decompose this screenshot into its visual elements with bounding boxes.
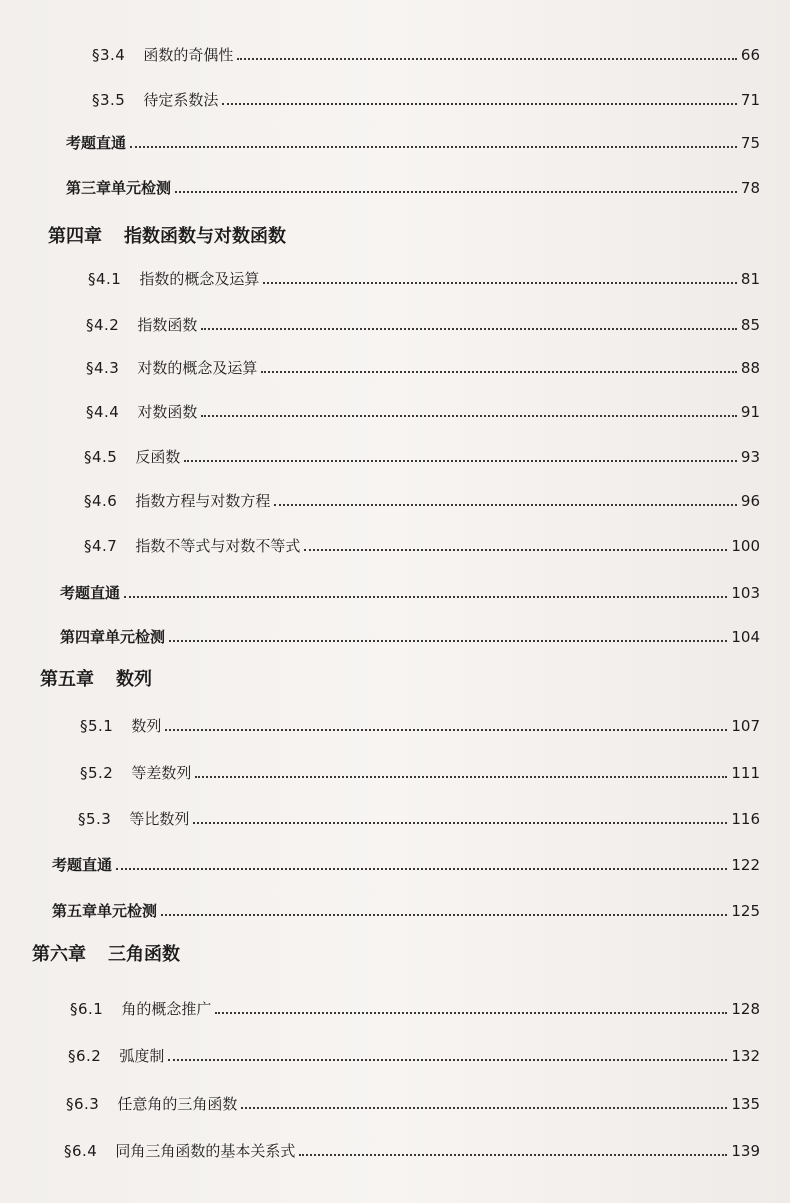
dot-leader <box>263 282 737 284</box>
section-number: §6.4 <box>64 1142 98 1160</box>
toc-entry[interactable] <box>86 401 760 423</box>
review-title: 考题直通 <box>52 856 113 874</box>
toc-entry[interactable] <box>70 998 760 1020</box>
page-number: 78 <box>740 179 760 197</box>
page-number: 100 <box>731 537 760 555</box>
toc-entry[interactable] <box>92 44 760 66</box>
toc-entry[interactable] <box>80 762 760 784</box>
section-title: 等差数列 <box>131 764 192 782</box>
chapter-title: 指数函数与对数函数 <box>124 226 286 247</box>
section-title: 函数的奇偶性 <box>143 46 234 64</box>
toc-entry[interactable] <box>84 446 760 468</box>
toc-entry[interactable] <box>52 854 760 876</box>
section-number: §3.4 <box>92 46 126 64</box>
page-number: 93 <box>740 448 760 466</box>
dot-leader <box>175 191 737 193</box>
dot-leader <box>193 822 727 824</box>
chapter-number: 第四章 <box>48 226 102 247</box>
section-title: 弧度制 <box>119 1047 165 1065</box>
toc-entry[interactable] <box>80 715 760 737</box>
review-title: 第四章单元检测 <box>60 628 166 646</box>
toc-entry[interactable] <box>88 268 760 290</box>
section-number: §6.2 <box>68 1047 102 1065</box>
section-title: 待定系数法 <box>143 91 219 109</box>
dot-leader <box>161 914 727 916</box>
review-title: 第三章单元检测 <box>66 179 172 197</box>
dot-leader <box>201 415 737 417</box>
section-title: 任意角的三角函数 <box>117 1095 238 1113</box>
toc-entry[interactable] <box>52 900 760 922</box>
dot-leader <box>304 549 727 551</box>
section-title: 指数方程与对数方程 <box>135 492 271 510</box>
section-title: 数列 <box>131 717 162 735</box>
chapter-heading[interactable] <box>32 940 180 966</box>
section-number: §4.2 <box>86 316 120 334</box>
page-number: 132 <box>731 1047 760 1065</box>
section-title: 对数函数 <box>137 403 198 421</box>
dot-leader <box>241 1107 727 1109</box>
section-number: §5.1 <box>80 717 114 735</box>
toc-entry[interactable] <box>66 1093 760 1115</box>
page-number: 122 <box>731 856 760 874</box>
page-number: 111 <box>731 764 760 782</box>
dot-leader <box>222 103 737 105</box>
page-number: 75 <box>740 134 760 152</box>
chapter-title: 数列 <box>116 669 152 690</box>
dot-leader <box>165 729 727 731</box>
toc-entry[interactable] <box>66 132 760 154</box>
toc-entry[interactable] <box>64 1140 760 1162</box>
page-number: 91 <box>740 403 760 421</box>
chapter-number: 第六章 <box>32 944 86 965</box>
section-title: 角的概念推广 <box>121 1000 212 1018</box>
toc-entry[interactable] <box>84 535 760 557</box>
toc-entry[interactable] <box>66 177 760 199</box>
page-number: 139 <box>731 1142 760 1160</box>
chapter-title: 三角函数 <box>108 944 180 965</box>
section-number: §4.4 <box>86 403 120 421</box>
page-number: 135 <box>731 1095 760 1113</box>
section-number: §4.7 <box>84 537 118 555</box>
toc-entry[interactable] <box>86 314 760 336</box>
dot-leader <box>215 1012 727 1014</box>
page-number: 96 <box>740 492 760 510</box>
page-number: 104 <box>731 628 760 646</box>
page-number: 107 <box>731 717 760 735</box>
section-number: §4.5 <box>84 448 118 466</box>
dot-leader <box>168 1059 727 1061</box>
page-number: 88 <box>740 359 760 377</box>
toc-entry[interactable] <box>68 1045 760 1067</box>
section-number: §6.1 <box>70 1000 104 1018</box>
section-title: 等比数列 <box>129 810 190 828</box>
chapter-heading[interactable] <box>48 222 286 248</box>
page-number: 125 <box>731 902 760 920</box>
section-title: 指数函数 <box>137 316 198 334</box>
dot-leader <box>274 504 737 506</box>
toc-entry[interactable] <box>84 490 760 512</box>
section-title: 同角三角函数的基本关系式 <box>115 1142 296 1160</box>
dot-leader <box>130 146 737 148</box>
page-number: 71 <box>740 91 760 109</box>
dot-leader <box>201 328 737 330</box>
page-number: 128 <box>731 1000 760 1018</box>
page-number: 85 <box>740 316 760 334</box>
section-title: 对数的概念及运算 <box>137 359 258 377</box>
toc-entry[interactable] <box>60 582 760 604</box>
section-number: §5.2 <box>80 764 114 782</box>
section-number: §4.1 <box>88 270 122 288</box>
section-title: 反函数 <box>135 448 181 466</box>
toc-entry[interactable] <box>60 626 760 648</box>
review-title: 考题直通 <box>60 584 121 602</box>
dot-leader <box>116 868 727 870</box>
dot-leader <box>237 58 737 60</box>
section-number: §4.3 <box>86 359 120 377</box>
section-number: §6.3 <box>66 1095 100 1113</box>
section-number: §4.6 <box>84 492 118 510</box>
page-number: 116 <box>731 810 760 828</box>
section-title: 指数的概念及运算 <box>139 270 260 288</box>
section-number: §5.3 <box>78 810 112 828</box>
dot-leader <box>299 1154 727 1156</box>
page-number: 81 <box>740 270 760 288</box>
review-title: 考题直通 <box>66 134 127 152</box>
section-title: 指数不等式与对数不等式 <box>135 537 301 555</box>
review-title: 第五章单元检测 <box>52 902 158 920</box>
chapter-number: 第五章 <box>40 669 94 690</box>
dot-leader <box>195 776 727 778</box>
page-number: 103 <box>731 584 760 602</box>
toc-entry[interactable] <box>78 808 760 830</box>
dot-leader <box>184 460 737 462</box>
section-number: §3.5 <box>92 91 126 109</box>
dot-leader <box>169 640 727 642</box>
dot-leader <box>261 371 737 373</box>
dot-leader <box>124 596 727 598</box>
chapter-heading[interactable] <box>40 665 152 691</box>
page-number: 66 <box>740 46 760 64</box>
toc-entry[interactable] <box>86 357 760 379</box>
toc-entry[interactable] <box>92 89 760 111</box>
